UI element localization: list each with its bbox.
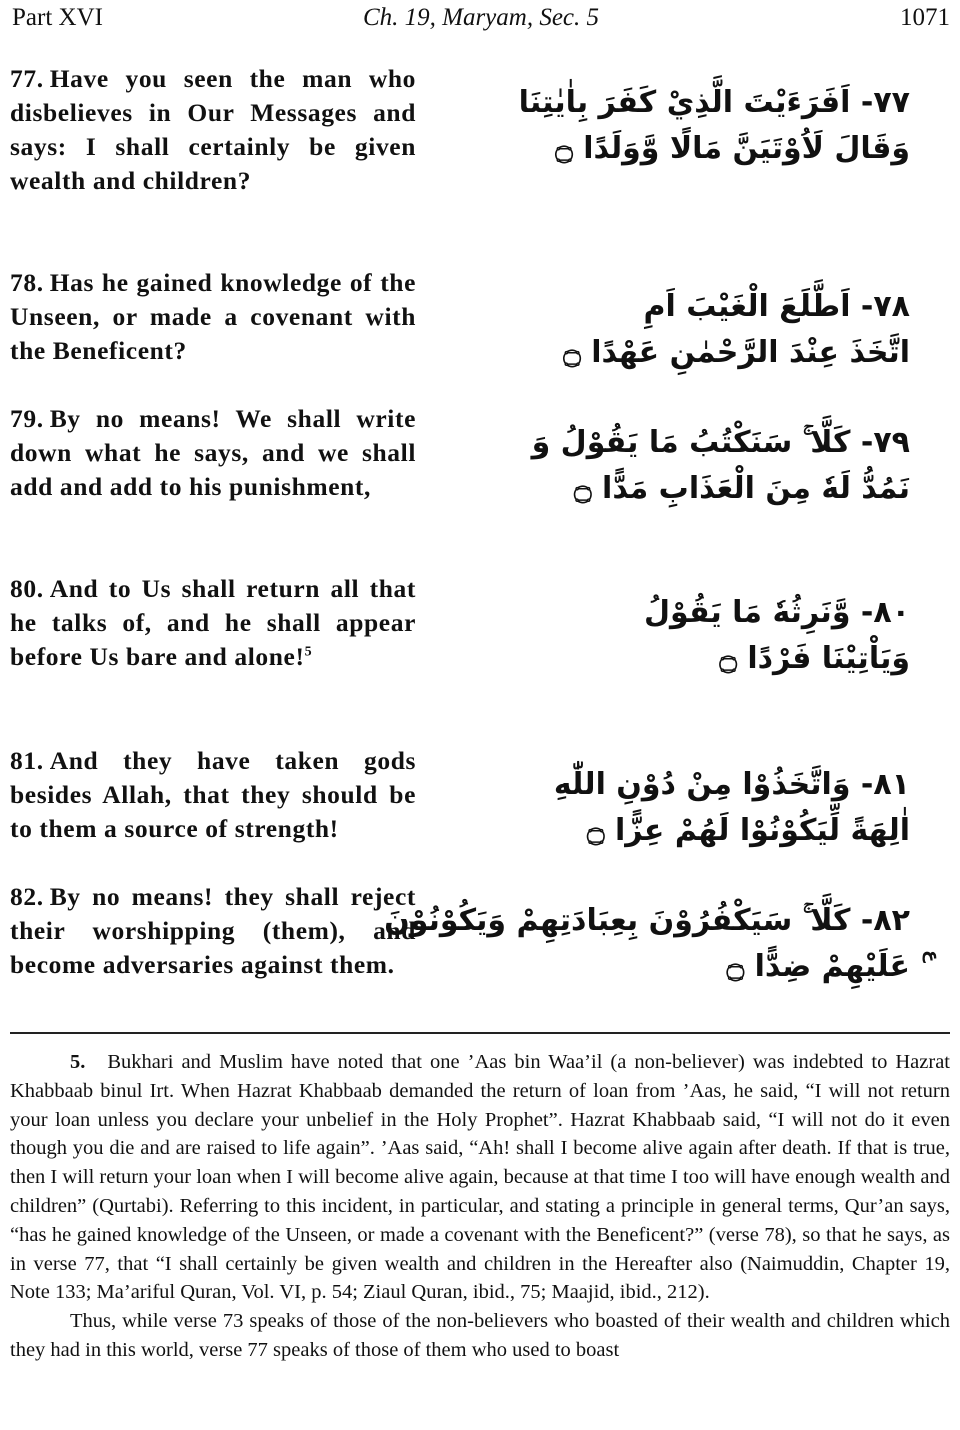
verse-translation <box>10 402 416 504</box>
footnote-paragraph <box>10 1307 950 1365</box>
verse-text: By no means! they shall reject their worshipping (them), and become adversaries against them. <box>10 882 416 979</box>
verse-number: 80. <box>10 574 44 603</box>
verse-translation <box>10 880 416 982</box>
arabic-line: ٨٢- كَلَّا ۚ سَيَكْفُرُوْنَ بِعِبَادَتِهِمْ وَيَكُوْنُوْنَ <box>384 903 910 938</box>
arabic-text <box>480 762 910 854</box>
verse-translation <box>10 572 416 674</box>
arabic-line: اتَّخَذَ عِنْدَ الرَّحْمٰنِ عَهْدًا ۝ <box>563 335 910 370</box>
arabic-text <box>480 420 910 512</box>
arabic-line: نَمُدُّ لَهٗ مِنَ الْعَذَابِ مَدًّا ۝ <box>574 471 910 506</box>
footnotes-section <box>10 1048 950 1365</box>
arabic-line: ٨١- وَاتَّخَذُوْا مِنْ دُوْنِ اللّٰهِ <box>553 767 910 802</box>
arabic-text <box>480 80 910 172</box>
arabic-line: ٨٠- وَّنَرِثُهٗ مَا يَقُوْلُ <box>644 595 910 630</box>
verse-translation <box>10 62 416 198</box>
arabic-text <box>384 898 910 990</box>
verse-text: Has he gained knowledge of the Unseen, or made a covenant with the Beneficent? <box>10 268 416 365</box>
arabic-line: وَيَاْتِيْنَا فَرْدًا ۝ <box>719 641 910 676</box>
arabic-line: عَلَيْهِمْ ضِدًّا ۝ <box>726 949 910 984</box>
footnote-number: 5. <box>70 1051 86 1073</box>
verse-text: And to Us shall return all that he talks of, and he shall appear before Us bare and alone! <box>10 574 416 671</box>
footnote-divider <box>10 1032 950 1034</box>
arabic-line: اٰلِهَةً لِّيَكُوْنُوْا لَهُمْ عِزًّا ۝ <box>586 813 910 848</box>
ruku-mark: ع <box>922 950 943 963</box>
part-label: Part XVI <box>12 4 103 31</box>
verse-number: 82. <box>10 882 44 911</box>
arabic-line: ٧٧- اَفَرَءَيْتَ الَّذِيْ كَفَرَ بِاٰيٰتِنَا <box>518 85 910 120</box>
verse-translation <box>10 266 416 368</box>
footnote-text: Bukhari and Muslim have noted that one ’Aas bin Waa’il (a non-believer) was indebted to Hazrat Khabbaab binul Irt. When Hazrat Khabbaab demanded the return of loan from ’Aas, he said, “I will not return your loan unless you declare your unbelief in the Holy Prophet”. Hazrat Khabbaab said, “I will not do it even though you die and are raised to life again”. ’Aas said, “Ah! shall I become alive again after death. If that is true, then I will return your loan when I will become alive again, because at that time I too will have enough wealth and children” (Qurtabi). Referring to this incident, in particular, and stating a principle in general terms, Qur’an says, “has he gained knowledge of the Unseen, or made a covenant with the Beneficent?” (verse 78), so that he says, as in verse 77, that “I shall certainly be given wealth and children in the Hereafter also (Naimuddin, Chapter 19, Note 133; Ma’ariful Quran, Vol. VI, p. 54; Ziaul Quran, ibid., 75; Maajid, ibid., 212). <box>10 1051 950 1304</box>
verse-number: 77. <box>10 64 44 93</box>
verse-number: 81. <box>10 746 44 775</box>
verse-translation <box>10 744 416 846</box>
verse-text: By no means! We shall write down what he says, and we shall add and add to his punishment, <box>10 404 416 501</box>
arabic-line: ٧٩- كَلَّا ۚ سَنَكْتُبُ مَا يَقُوْلُ وَ <box>531 425 910 460</box>
footnote-paragraph <box>10 1048 950 1307</box>
arabic-line: وَقَالَ لَاُوْتَيَنَّ مَالًا وَّوَلَدًا ۝ <box>555 131 910 166</box>
footnote-text: Thus, while verse 73 speaks of those of the non-believers who boasted of their wealth and children which they had in this world, verse 77 speaks of those of them who used to boast <box>10 1310 950 1361</box>
arabic-text <box>480 284 910 376</box>
verse-text: And they have taken gods besides Allah, that they should be to them a source of strength! <box>10 746 416 843</box>
chapter-title: Ch. 19, Maryam, Sec. 5 <box>362 4 600 31</box>
arabic-line: ٧٨- اَطَّلَعَ الْغَيْبَ اَمِ <box>643 289 910 324</box>
verse-text: Have you seen the man who disbelieves in Our Messages and says: I shall certainly be given wealth and children? <box>10 64 416 195</box>
footnote-ref: 5 <box>304 644 313 660</box>
verse-number: 78. <box>10 268 44 297</box>
running-header <box>12 4 950 36</box>
page-number: 1071 <box>900 4 950 31</box>
verse-number: 79. <box>10 404 44 433</box>
arabic-text <box>480 590 910 682</box>
